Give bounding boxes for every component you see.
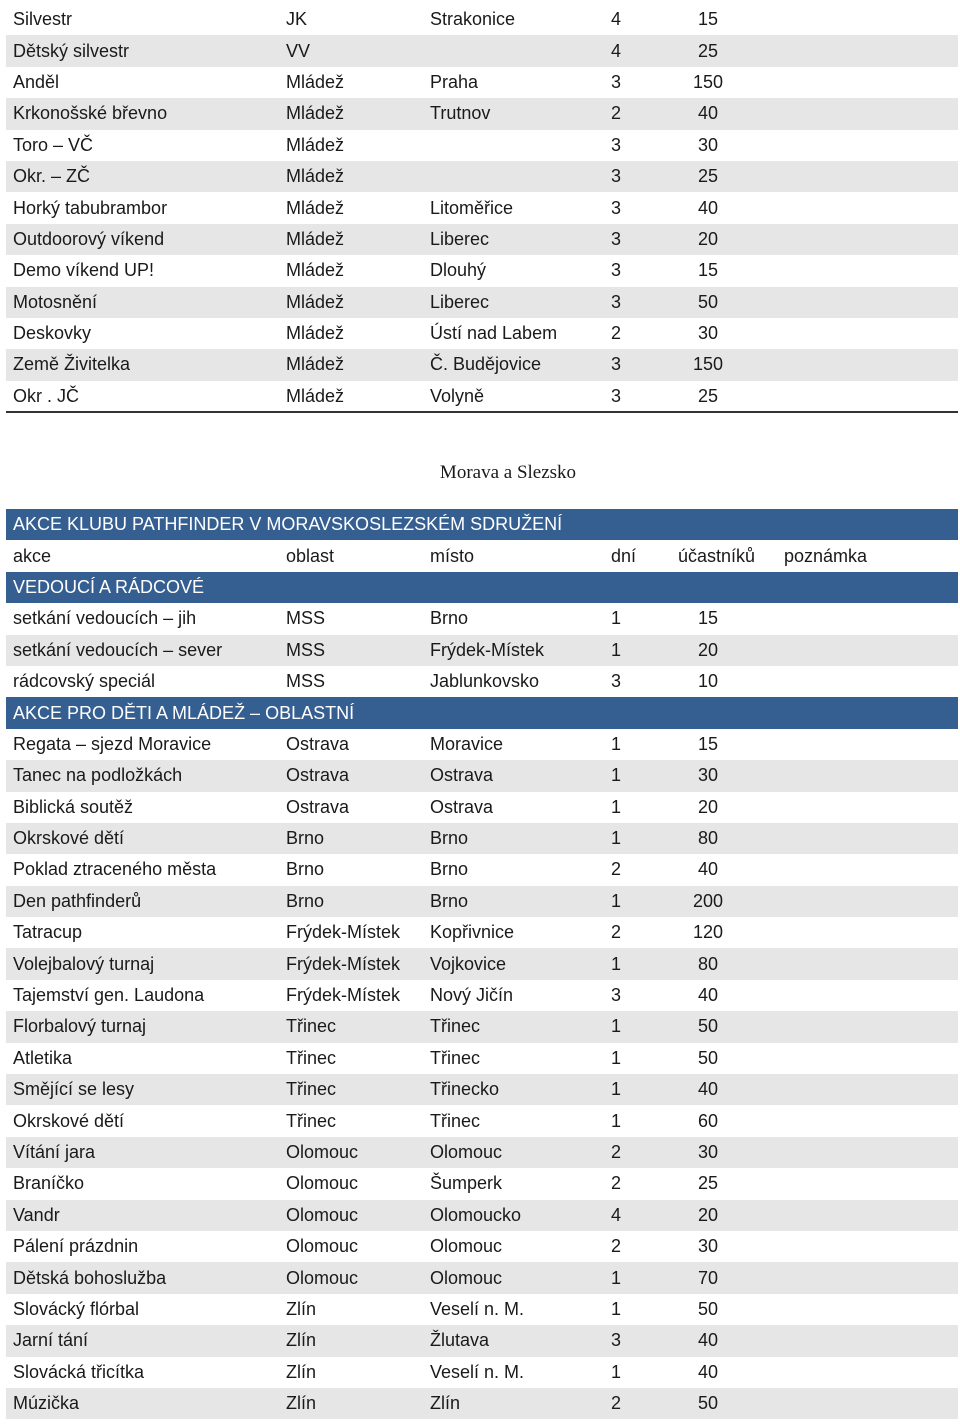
col-header-oblast: oblast xyxy=(286,545,335,566)
event-region: Ostrava xyxy=(286,796,350,817)
event-participants: 20 xyxy=(697,228,719,249)
event-participants: 50 xyxy=(697,1047,719,1068)
event-days: 4 xyxy=(611,1204,622,1225)
event-place: Šumperk xyxy=(430,1173,503,1194)
event-name: Okrskové dětí xyxy=(13,828,125,849)
event-participants: 40 xyxy=(697,197,719,218)
event-place: Třinec xyxy=(430,1110,481,1131)
table-row xyxy=(6,224,958,255)
event-days: 2 xyxy=(611,922,622,943)
event-name: Horký tabubrambor xyxy=(13,197,168,218)
event-place: Ostrava xyxy=(430,796,494,817)
event-days: 3 xyxy=(611,228,622,249)
table-row xyxy=(6,1231,958,1262)
event-name: Dětský silvestr xyxy=(13,40,130,61)
event-region: Zlín xyxy=(286,1298,317,1319)
event-participants: 30 xyxy=(697,1236,719,1257)
event-days: 2 xyxy=(611,103,622,124)
event-name: Regata – sjezd Moravice xyxy=(13,733,212,754)
table-row xyxy=(6,130,958,161)
event-days: 2 xyxy=(611,1393,622,1414)
event-days: 1 xyxy=(611,1298,622,1319)
top-events-table xyxy=(6,4,958,412)
event-days: 3 xyxy=(611,1330,622,1351)
event-name: Pálení prázdnin xyxy=(13,1236,139,1257)
event-participants: 80 xyxy=(697,953,719,974)
event-participants: 40 xyxy=(697,1361,719,1382)
event-place: Č. Budějovice xyxy=(430,354,542,375)
event-days: 3 xyxy=(611,985,622,1006)
event-days: 1 xyxy=(611,828,622,849)
event-participants: 40 xyxy=(697,1330,719,1351)
event-place: Litoměřice xyxy=(430,197,514,218)
event-region: Mládež xyxy=(286,166,345,187)
table-row xyxy=(6,792,958,823)
event-region: JK xyxy=(286,9,308,30)
table-row xyxy=(6,729,958,760)
event-place: Liberec xyxy=(430,228,490,249)
event-region: Mládež xyxy=(286,260,345,281)
event-days: 1 xyxy=(611,1110,622,1131)
event-region: Mládež xyxy=(286,354,345,375)
table-row xyxy=(6,635,958,666)
table-row xyxy=(6,917,958,948)
event-place: Zlín xyxy=(430,1393,461,1414)
event-name: Okr. – ZČ xyxy=(13,166,91,187)
event-region: Mládež xyxy=(286,134,345,155)
group-label: AKCE PRO DĚTI A MLÁDEŽ – OBLASTNÍ xyxy=(13,702,355,723)
event-place: Brno xyxy=(430,828,469,849)
event-days: 2 xyxy=(611,859,622,880)
event-place: Olomouc xyxy=(430,1236,503,1257)
event-participants: 25 xyxy=(697,385,719,406)
event-name: Biblická soutěž xyxy=(13,796,134,817)
event-region: Brno xyxy=(286,890,325,911)
table-row xyxy=(6,1074,958,1105)
event-participants: 200 xyxy=(692,890,724,911)
table-row xyxy=(6,67,958,98)
moravia-events-table xyxy=(6,509,958,1419)
event-place: Třinec xyxy=(430,1047,481,1068)
col-header-poznamka: poznámka xyxy=(784,545,868,566)
event-place: Strakonice xyxy=(430,9,516,30)
table-row xyxy=(6,381,958,412)
event-region: Frýdek-Místek xyxy=(286,985,401,1006)
event-participants: 10 xyxy=(697,671,719,692)
table-row xyxy=(6,823,958,854)
event-place: Moravice xyxy=(430,733,504,754)
event-participants: 30 xyxy=(697,134,719,155)
event-name: Krkonošské břevno xyxy=(13,103,168,124)
table-row xyxy=(6,4,958,35)
event-place: Brno xyxy=(430,890,469,911)
event-place: Brno xyxy=(430,608,469,629)
table-row xyxy=(6,1388,958,1419)
event-name: Florbalový turnaj xyxy=(13,1016,147,1037)
event-name: Den pathfinderů xyxy=(13,890,142,911)
event-participants: 80 xyxy=(697,828,719,849)
event-name: Atletika xyxy=(13,1047,73,1068)
col-header-dni: dní xyxy=(611,545,637,566)
table-row xyxy=(6,1262,958,1293)
event-participants: 40 xyxy=(697,1079,719,1100)
section-title: Morava a Slezsko xyxy=(439,462,577,483)
event-days: 1 xyxy=(611,639,622,660)
event-participants: 25 xyxy=(697,40,719,61)
table-row xyxy=(6,1200,958,1231)
event-place: Olomouc xyxy=(430,1267,503,1288)
event-participants: 25 xyxy=(697,1173,719,1194)
event-region: Třinec xyxy=(286,1110,337,1131)
event-participants: 30 xyxy=(697,765,719,786)
event-days: 1 xyxy=(611,890,622,911)
table-row xyxy=(6,318,958,349)
table-row xyxy=(6,948,958,979)
table-row xyxy=(6,1325,958,1356)
event-region: Brno xyxy=(286,859,325,880)
event-days: 3 xyxy=(611,197,622,218)
event-name: Toro – VČ xyxy=(13,134,94,155)
table-row xyxy=(6,1137,958,1168)
event-name: rádcovský speciál xyxy=(13,671,156,692)
event-region: Zlín xyxy=(286,1361,317,1382)
event-participants: 50 xyxy=(697,1393,719,1414)
event-days: 3 xyxy=(611,260,622,281)
event-place: Kopřivnice xyxy=(430,922,515,943)
table-row xyxy=(6,854,958,885)
table-row xyxy=(6,1294,958,1325)
event-region: Olomouc xyxy=(286,1236,359,1257)
event-days: 3 xyxy=(611,385,622,406)
event-place: Volyně xyxy=(430,385,485,406)
event-region: Třinec xyxy=(286,1079,337,1100)
event-name: Poklad ztraceného města xyxy=(13,859,217,880)
event-name: Demo víkend UP! xyxy=(13,260,155,281)
event-days: 1 xyxy=(611,733,622,754)
event-participants: 60 xyxy=(697,1110,719,1131)
event-participants: 40 xyxy=(697,859,719,880)
event-place: Liberec xyxy=(430,291,490,312)
event-place: Třinec xyxy=(430,1016,481,1037)
event-days: 2 xyxy=(611,1142,622,1162)
table-row xyxy=(6,255,958,286)
event-name: Dětská bohoslužba xyxy=(13,1267,167,1288)
event-region: Třinec xyxy=(286,1047,337,1068)
event-region: Brno xyxy=(286,828,325,849)
col-header-akce: akce xyxy=(13,545,52,566)
event-region: Mládež xyxy=(286,323,345,344)
event-participants: 15 xyxy=(697,608,719,629)
event-place: Vojkovice xyxy=(430,953,507,974)
event-participants: 20 xyxy=(697,1204,719,1225)
event-participants: 25 xyxy=(697,166,719,187)
event-name: Tanec na podložkách xyxy=(13,765,183,786)
event-name: Okr . JČ xyxy=(13,385,79,406)
event-days: 2 xyxy=(611,323,622,344)
event-days: 3 xyxy=(611,291,622,312)
event-participants: 15 xyxy=(697,260,719,281)
event-name: Múzička xyxy=(13,1393,80,1414)
table-row xyxy=(6,1011,958,1042)
table-row xyxy=(6,760,958,791)
event-participants: 150 xyxy=(692,71,724,92)
event-days: 3 xyxy=(611,671,622,692)
event-region: Olomouc xyxy=(286,1142,359,1162)
event-region: Mládež xyxy=(286,103,345,124)
event-place: Veselí n. M. xyxy=(430,1298,525,1319)
event-name: Vítání jara xyxy=(13,1142,96,1162)
event-region: Třinec xyxy=(286,1016,337,1037)
event-days: 1 xyxy=(611,1267,622,1288)
event-region: Mládež xyxy=(286,385,345,406)
event-region: Olomouc xyxy=(286,1267,359,1288)
top-table-bottom-rule xyxy=(6,411,958,413)
event-place: Ostrava xyxy=(430,765,494,786)
event-place: Nový Jičín xyxy=(430,985,514,1006)
event-name: Anděl xyxy=(13,71,60,92)
event-participants: 150 xyxy=(692,354,724,375)
col-header-ucastniku: účastníků xyxy=(678,545,756,566)
event-name: Braníčko xyxy=(13,1173,85,1194)
event-name: Okrskové dětí xyxy=(13,1110,125,1131)
event-place: Olomoucko xyxy=(430,1204,522,1225)
event-place: Trutnov xyxy=(430,103,491,124)
event-days: 2 xyxy=(611,1173,622,1194)
event-place: Třinecko xyxy=(430,1079,500,1100)
event-place: Ústí nad Labem xyxy=(430,323,558,344)
event-name: Volejbalový turnaj xyxy=(13,953,155,974)
group-header-leaders xyxy=(6,572,958,603)
event-region: MSS xyxy=(286,671,326,692)
event-region: Olomouc xyxy=(286,1173,359,1194)
event-name: Země Živitelka xyxy=(13,354,131,375)
table-row xyxy=(6,98,958,129)
table-row xyxy=(6,349,958,380)
event-region: VV xyxy=(286,40,311,61)
event-days: 1 xyxy=(611,1016,622,1037)
event-days: 1 xyxy=(611,765,622,786)
event-region: Mládež xyxy=(286,228,345,249)
event-days: 1 xyxy=(611,608,622,629)
event-participants: 50 xyxy=(697,1298,719,1319)
event-days: 1 xyxy=(611,953,622,974)
event-region: Ostrava xyxy=(286,765,350,786)
event-region: MSS xyxy=(286,639,326,660)
event-days: 1 xyxy=(611,1079,622,1100)
event-participants: 50 xyxy=(697,291,719,312)
event-region: Zlín xyxy=(286,1393,317,1414)
event-participants: 70 xyxy=(697,1267,719,1288)
event-region: Zlín xyxy=(286,1330,317,1351)
event-participants: 40 xyxy=(697,985,719,1006)
event-participants: 120 xyxy=(692,922,724,943)
event-place: Veselí n. M. xyxy=(430,1361,525,1382)
table-row xyxy=(6,287,958,318)
table-row xyxy=(6,35,958,66)
event-name: Jarní tání xyxy=(13,1330,89,1351)
event-participants: 15 xyxy=(697,733,719,754)
event-days: 3 xyxy=(611,71,622,92)
table-row xyxy=(6,192,958,223)
event-name: Tatracup xyxy=(13,922,83,943)
table-row xyxy=(6,1043,958,1074)
event-name: Tajemství gen. Laudona xyxy=(13,985,205,1006)
table-row xyxy=(6,1168,958,1199)
table-title-row xyxy=(6,509,958,540)
event-participants: 20 xyxy=(697,796,719,817)
table-row xyxy=(6,1105,958,1136)
event-days: 3 xyxy=(611,134,622,155)
table-row xyxy=(6,1357,958,1388)
event-name: Slovácká třicítka xyxy=(13,1361,145,1382)
event-name: Deskovky xyxy=(13,323,92,344)
table-title: AKCE KLUBU PATHFINDER V MORAVSKOSLEZSKÉM SDRUŽENÍ xyxy=(13,514,563,535)
event-participants: 50 xyxy=(697,1016,719,1037)
event-region: Mládež xyxy=(286,71,345,92)
event-place: Brno xyxy=(430,859,469,880)
group-header-youth xyxy=(6,697,958,728)
event-place: Praha xyxy=(430,71,479,92)
event-participants: 15 xyxy=(697,9,719,30)
event-participants: 20 xyxy=(697,639,719,660)
event-place: Jablunkovsko xyxy=(430,671,540,692)
event-days: 1 xyxy=(611,1047,622,1068)
table-row xyxy=(6,886,958,917)
table-row xyxy=(6,666,958,697)
event-days: 3 xyxy=(611,166,622,187)
event-name: Slovácký flórbal xyxy=(13,1298,140,1319)
column-header-row xyxy=(6,540,958,571)
event-region: MSS xyxy=(286,608,326,629)
event-name: Silvestr xyxy=(13,9,73,30)
event-days: 3 xyxy=(611,354,622,375)
event-name: Smějící se lesy xyxy=(13,1079,135,1100)
event-participants: 30 xyxy=(697,323,719,344)
event-participants: 30 xyxy=(697,1142,719,1162)
event-name: Outdoorový víkend xyxy=(13,228,165,249)
event-region: Frýdek-Místek xyxy=(286,922,401,943)
event-participants: 40 xyxy=(697,103,719,124)
event-name: Motosnění xyxy=(13,291,98,312)
table-row xyxy=(6,161,958,192)
event-place: Žlutava xyxy=(430,1330,490,1351)
event-name: setkání vedoucích – jih xyxy=(13,608,197,629)
event-region: Frýdek-Místek xyxy=(286,953,401,974)
event-days: 1 xyxy=(611,796,622,817)
event-name: setkání vedoucích – sever xyxy=(13,639,223,660)
group-label: VEDOUCÍ A RÁDCOVÉ xyxy=(13,576,205,597)
event-place: Dlouhý xyxy=(430,260,487,281)
table-row xyxy=(6,603,958,634)
col-header-misto: místo xyxy=(430,545,475,566)
table-row xyxy=(6,980,958,1011)
event-region: Ostrava xyxy=(286,733,350,754)
event-name: Vandr xyxy=(13,1204,60,1225)
event-region: Mládež xyxy=(286,291,345,312)
event-region: Olomouc xyxy=(286,1204,359,1225)
event-place: Olomouc xyxy=(430,1142,503,1162)
event-days: 4 xyxy=(611,40,622,61)
event-days: 2 xyxy=(611,1236,622,1257)
event-days: 4 xyxy=(611,9,622,30)
event-days: 1 xyxy=(611,1361,622,1382)
event-place: Frýdek-Místek xyxy=(430,639,545,660)
event-region: Mládež xyxy=(286,197,345,218)
